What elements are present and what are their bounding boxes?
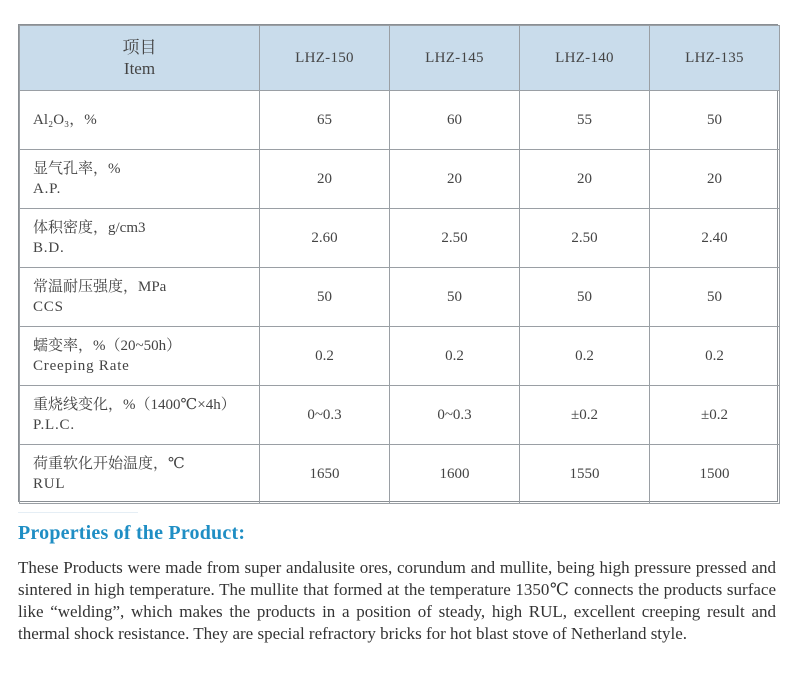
table-cell: ±0.2 (650, 386, 780, 445)
row-label (20, 327, 260, 386)
row-label (20, 150, 260, 209)
table-cell: 50 (650, 268, 780, 327)
row-label-cn: 重烧线变化，%（1400℃×4h） (33, 397, 236, 413)
row-label (20, 268, 260, 327)
row-label (20, 209, 260, 268)
row-label (20, 91, 260, 150)
description-body: These Products were made from super andalusite ores, corundum and mullite, being high pressure pressed and sintered in high temperature. The mullite that formed at the temperature 1350℃ connects the products surface like “welding”, which makes the products in a position of steady, high RUL, excellent creeping result and thermal shock resistance. They are special refractory bricks for hot blast stove of Netherland style. (18, 558, 776, 643)
table-row (20, 445, 780, 504)
row-label-cn: 常温耐压强度，MPa (33, 279, 167, 295)
table-cell: 20 (260, 150, 390, 209)
header-item-cn: 项目 (122, 38, 157, 57)
table-cell: 0~0.3 (390, 386, 520, 445)
table-cell: 0.2 (520, 327, 650, 386)
row-label-cn: 蠕变率，%（20~50h） (33, 338, 182, 354)
header-model: LHZ-140 (520, 26, 650, 91)
row-label-cn: 显气孔率，% (33, 161, 121, 177)
header-model: LHZ-135 (650, 26, 780, 91)
table-cell: 0.2 (390, 327, 520, 386)
table-cell: 55 (520, 91, 650, 150)
table-cell: 20 (650, 150, 780, 209)
header-item-en: Item (123, 59, 156, 78)
row-label-en: B.D. (33, 240, 65, 256)
table-cell: 1550 (520, 445, 650, 504)
table-cell: 2.50 (520, 209, 650, 268)
table-row (20, 91, 780, 150)
header-model: LHZ-150 (260, 26, 390, 91)
table-row (20, 327, 780, 386)
table-cell: 50 (520, 268, 650, 327)
row-label (20, 445, 260, 504)
row-label-cn: Al₂O₃，% (33, 112, 97, 128)
header-model: LHZ-145 (390, 26, 520, 91)
table-cell: 1500 (650, 445, 780, 504)
row-label-cn: 荷重软化开始温度，℃ (33, 456, 185, 472)
table-cell: 50 (390, 268, 520, 327)
table-cell: ±0.2 (520, 386, 650, 445)
table-cell: 65 (260, 91, 390, 150)
table-row (20, 386, 780, 445)
table-cell: 2.60 (260, 209, 390, 268)
table-cell: 0.2 (650, 327, 780, 386)
table-header-row (20, 26, 780, 91)
row-label-en: CCS (33, 299, 64, 315)
table-row (20, 209, 780, 268)
divider (18, 512, 138, 513)
table-cell: 0.2 (260, 327, 390, 386)
table-cell: 1650 (260, 445, 390, 504)
table-cell: 2.40 (650, 209, 780, 268)
row-label-cn: 体积密度，g/cm3 (33, 220, 146, 236)
table-cell: 50 (260, 268, 390, 327)
properties-table-container (18, 24, 778, 502)
table-cell: 60 (390, 91, 520, 150)
table-cell: 1600 (390, 445, 520, 504)
row-label-en: P.L.C. (33, 417, 75, 433)
row-label (20, 386, 260, 445)
row-label-en: RUL (33, 476, 66, 492)
header-item (20, 26, 260, 91)
table-cell: 50 (650, 91, 780, 150)
properties-table (19, 25, 780, 504)
table-row (20, 150, 780, 209)
table-cell: 0~0.3 (260, 386, 390, 445)
row-label-en: Creeping Rate (33, 358, 130, 374)
table-cell: 2.50 (390, 209, 520, 268)
table-row (20, 268, 780, 327)
description-title: Properties of the Product: (18, 522, 246, 544)
row-label-en: A.P. (33, 181, 62, 197)
table-cell: 20 (390, 150, 520, 209)
table-cell: 20 (520, 150, 650, 209)
